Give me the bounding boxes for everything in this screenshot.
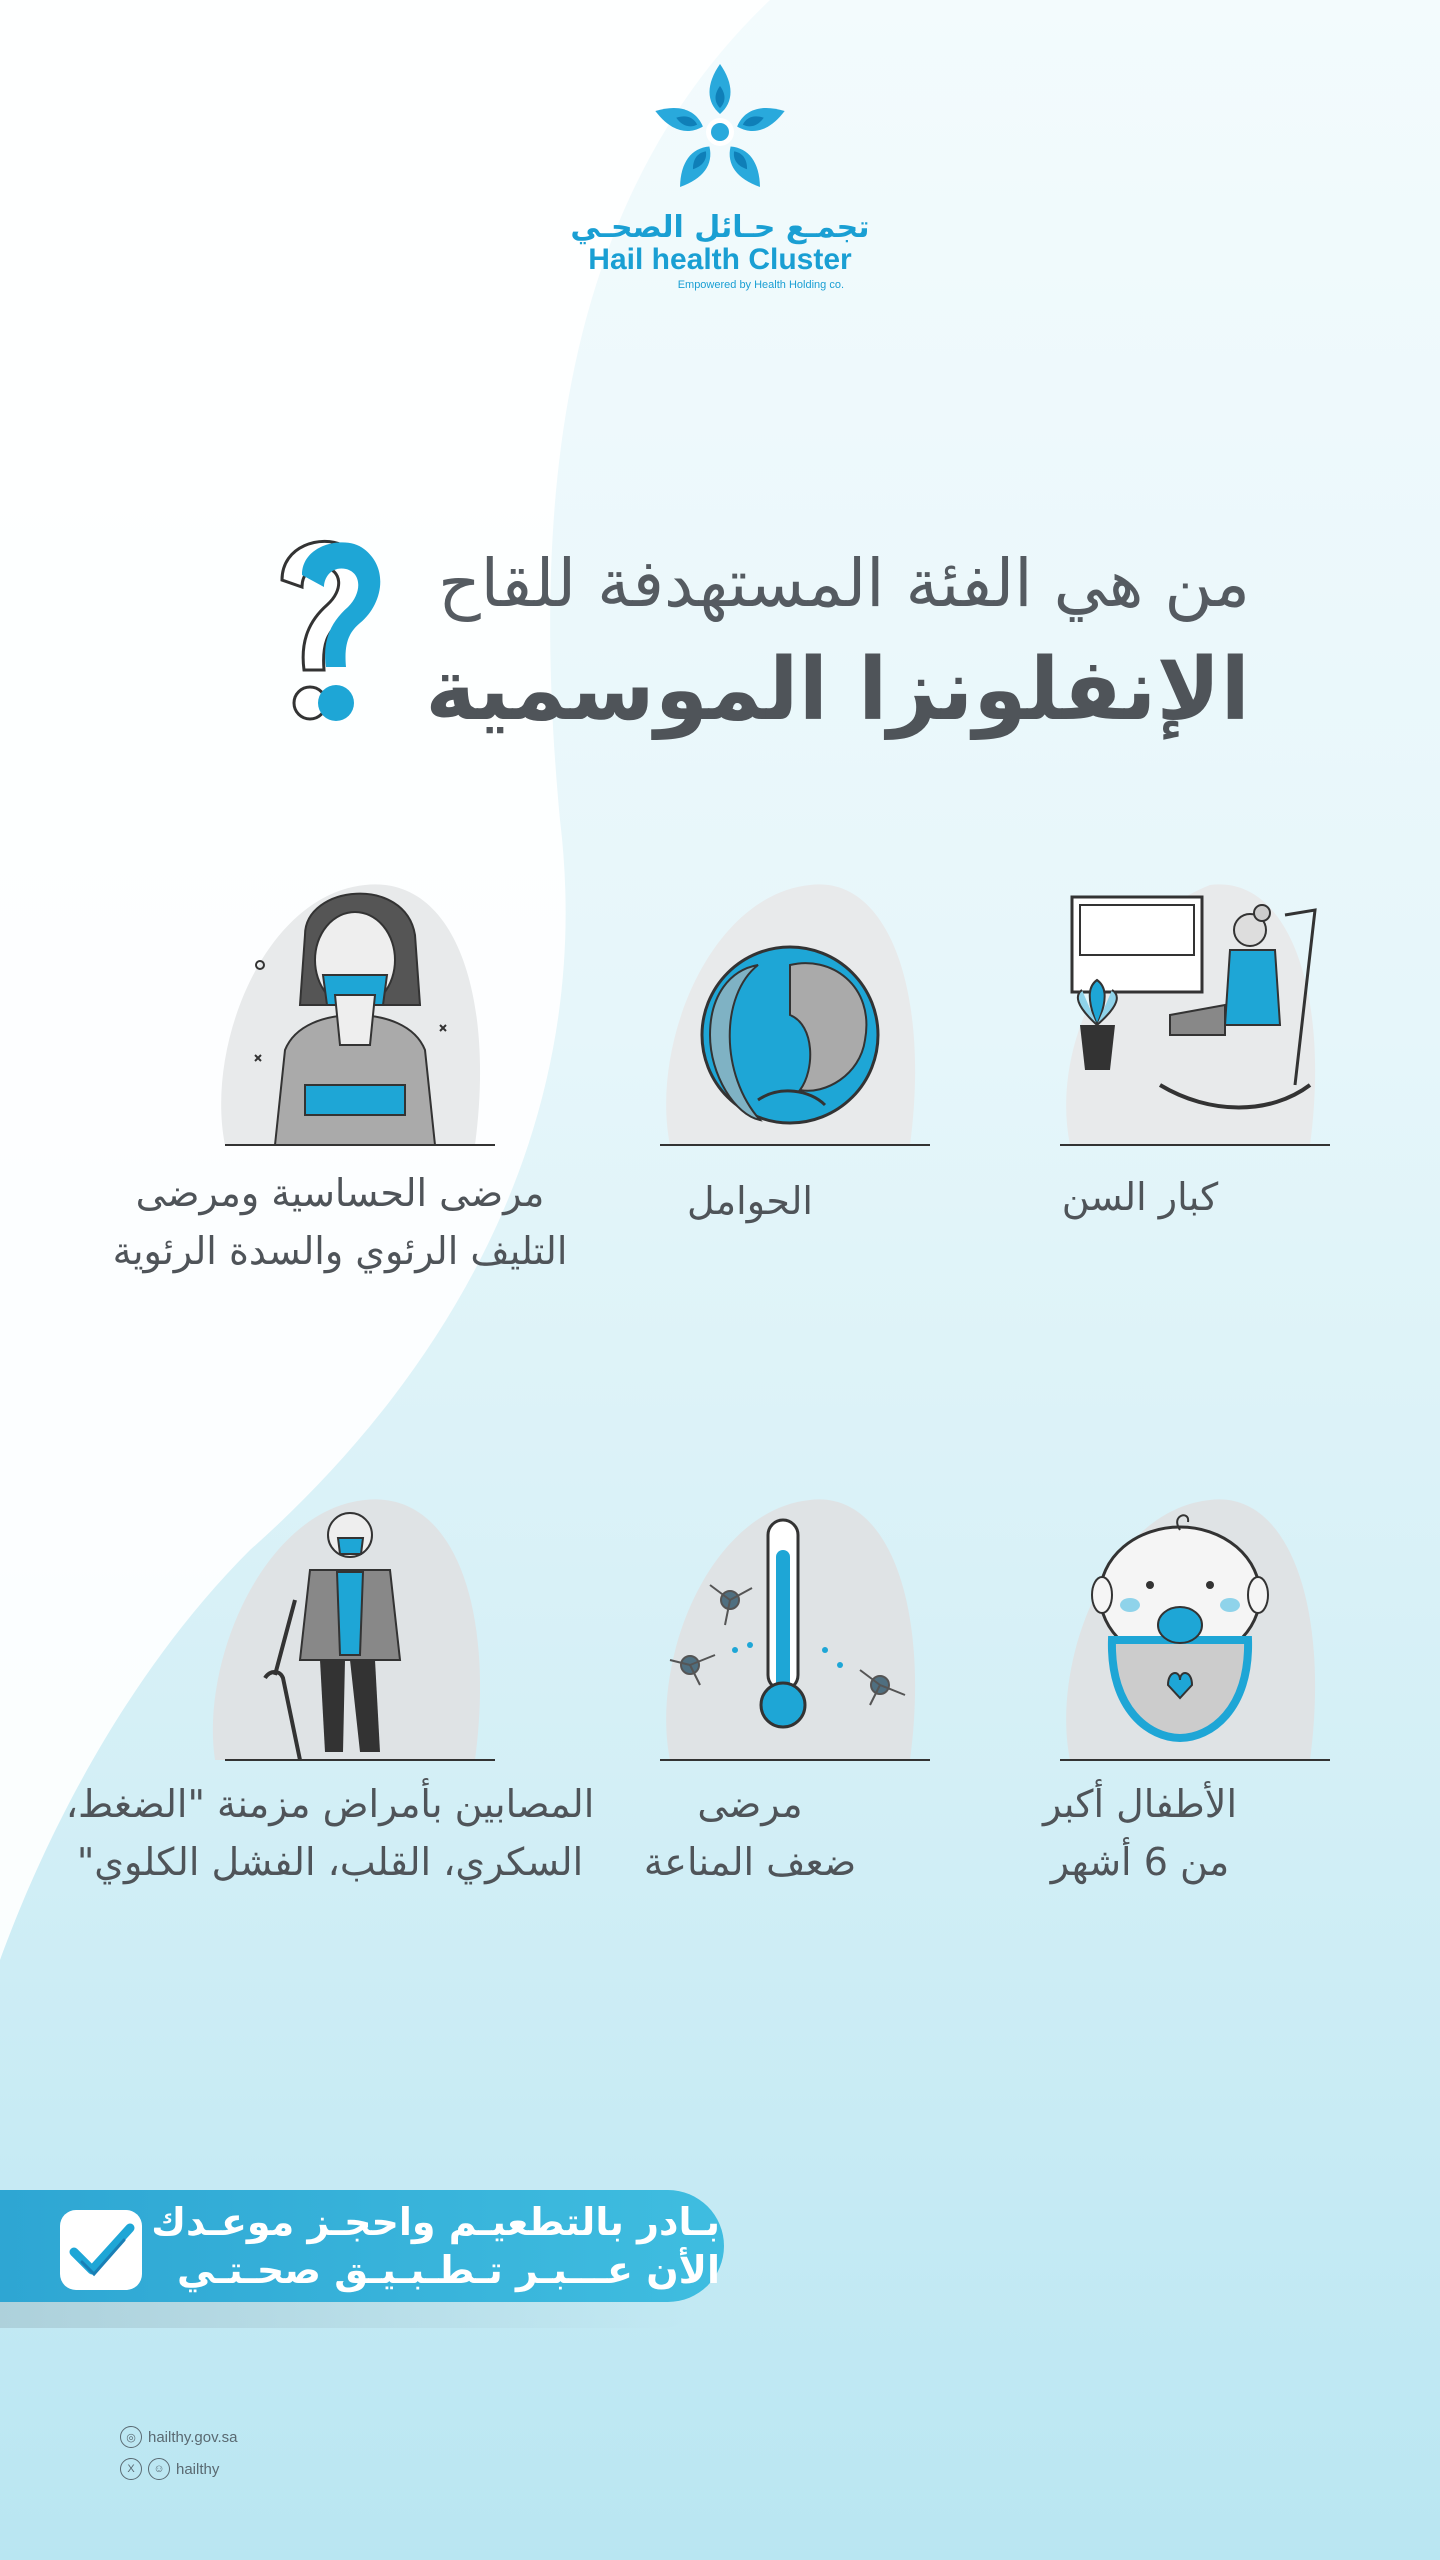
cta-shadow (0, 2302, 690, 2328)
footer-website-row[interactable] (120, 2426, 238, 2448)
logo-english-name: Hail health Cluster (588, 243, 852, 276)
label-chronic-line-2: السكري، القلب، الفشل الكلوي" (76, 1840, 584, 1884)
card-pregnant (640, 875, 940, 1155)
cta-text[interactable] (151, 2198, 720, 2294)
label-pregnant (630, 1172, 870, 1230)
card-immune (640, 1490, 940, 1770)
label-immune-line-1: مرضى (697, 1782, 803, 1826)
label-immune (620, 1775, 880, 1891)
baby-with-pacifier-icon (1040, 1490, 1340, 1770)
footer-handle[interactable]: hailthy (176, 2460, 220, 2478)
x-icon[interactable]: X (120, 2458, 142, 2480)
logo-star-icon (645, 60, 795, 200)
label-children-line-1: الأطفال أكبر (1042, 1782, 1238, 1826)
label-pregnant-line-1: الحوامل (687, 1179, 813, 1223)
heading-line-2: الإنفلونزا الموسمية (425, 640, 1250, 740)
elderly-rocking-chair-icon (1040, 875, 1340, 1155)
pregnant-woman-icon (640, 875, 940, 1155)
label-elderly-line-1: كبار السن (1061, 1175, 1219, 1219)
label-allergy-line-1: مرضى الحساسية ومرضى (135, 1171, 545, 1215)
heading-line-1: من هي الفئة المستهدفة للقاح (438, 545, 1250, 622)
label-allergy-line-2: التليف الرئوي والسدة الرئوية (112, 1229, 568, 1273)
label-allergy (80, 1164, 600, 1280)
label-children (1000, 1775, 1280, 1891)
logo-arabic-name: تجمـع حـائل الصحـي (570, 210, 870, 245)
card-children (1040, 1490, 1340, 1770)
snapchat-icon[interactable]: ☺ (148, 2458, 170, 2480)
elderly-man-cane-icon (205, 1490, 505, 1770)
thermometer-virus-icon (640, 1490, 940, 1770)
card-allergy (205, 875, 505, 1155)
label-chronic-line-1: المصابين بأمراض مزمنة "الضغط، (65, 1782, 595, 1826)
card-elderly (1040, 875, 1340, 1155)
label-children-line-2: من 6 أشهر (1050, 1840, 1230, 1884)
label-elderly (1020, 1168, 1260, 1226)
label-immune-line-2: ضعف المناعة (643, 1840, 857, 1884)
label-chronic (50, 1775, 610, 1891)
card-chronic (205, 1490, 505, 1770)
footer-social-row[interactable] (120, 2458, 219, 2480)
logo (560, 60, 880, 291)
web-icon: ◎ (120, 2426, 142, 2448)
footer-website[interactable]: hailthy.gov.sa (148, 2428, 238, 2446)
question-mark-icon (262, 535, 392, 735)
logo-tagline: Empowered by Health Holding co. (677, 279, 844, 291)
checkmark-app-icon[interactable] (60, 2210, 142, 2290)
cta-line-2: الأن عـــبـر تـطـبـيـق صحـتـي (176, 2248, 720, 2292)
masked-woman-coughing-icon (205, 875, 505, 1155)
cta-line-1: بـادر بالتطعيـم واحجـز موعـدك (151, 2200, 720, 2244)
